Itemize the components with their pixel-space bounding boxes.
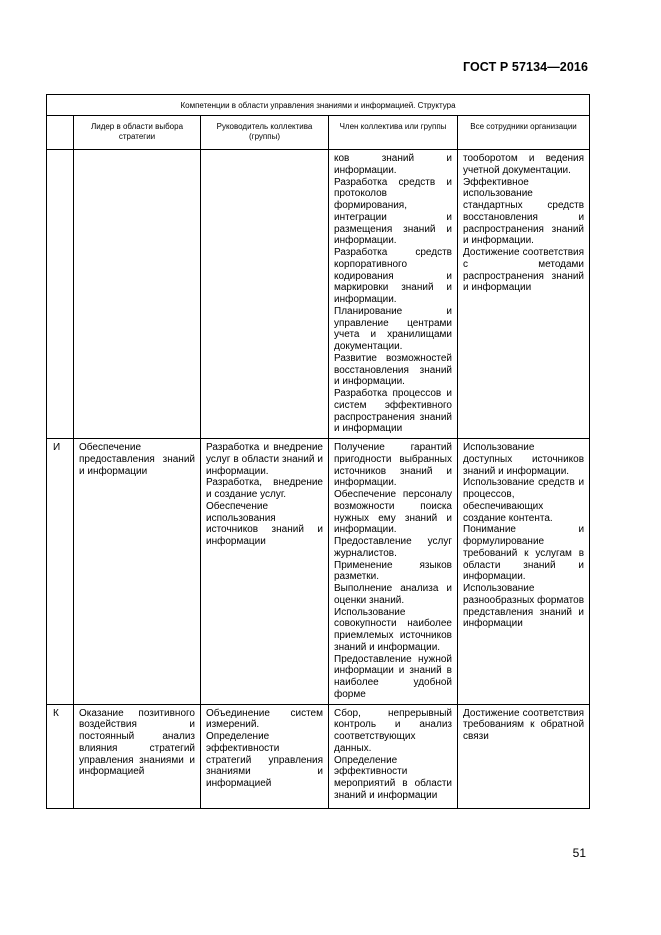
cell-paragraph: Разработка средств корпоративного кодирования и маркировки знаний и информации. xyxy=(334,247,452,305)
table-cell xyxy=(74,704,201,808)
cell-paragraph: Объединение систем измерений. xyxy=(206,707,323,731)
cell-paragraph: тооборотом и ведения учетной документации. xyxy=(463,153,585,176)
row-label xyxy=(47,150,74,439)
table-cell xyxy=(329,439,458,705)
cell-paragraph: Использование средств и процессов, обеспечивающих создание контента. xyxy=(463,477,585,524)
page-number: 51 xyxy=(572,846,586,860)
table-cell xyxy=(329,704,458,808)
cell-paragraph: Определение эффективности мероприятий в области знаний и информации xyxy=(334,754,452,801)
cell-paragraph: Понимание и формулирование требований к услугам в области знаний и информации. xyxy=(463,524,585,583)
cell-paragraph: Предоставление нужной информации и знаний в наиболее удобной форме xyxy=(334,653,452,700)
table-cell xyxy=(458,150,590,439)
table-cell xyxy=(329,150,458,439)
table-cell xyxy=(74,150,201,439)
cell-paragraph: Обеспечение использования источников знаний и информации xyxy=(206,500,323,547)
cell-paragraph: Предоставление услуг журналистов. xyxy=(334,536,452,559)
table-title: Компетенции в области управления знаниями и информацией. Структура xyxy=(47,95,590,116)
cell-paragraph: Получение гарантий пригодности выбранных источников знаний и информации. xyxy=(334,442,452,489)
table-header-row xyxy=(47,116,590,150)
cell-paragraph: ков знаний и информации. xyxy=(334,153,452,176)
table-row xyxy=(47,704,590,808)
table-cell xyxy=(201,150,329,439)
column-header-all-employees: Все сотрудники организации xyxy=(458,116,590,150)
cell-paragraph: Достижение соответствия требованиям к обратной связи xyxy=(463,707,585,742)
cell-paragraph: Обеспечение предоставления знаний и информации xyxy=(79,442,195,477)
row-label: И xyxy=(47,439,74,705)
cell-paragraph: Достижение соответствия с методами распространения знаний и информации xyxy=(463,247,585,294)
row-label: К xyxy=(47,704,74,808)
cell-paragraph: Использование совокупности наиболее приемлемых источников знаний и информации. xyxy=(334,606,452,653)
cell-paragraph: Эффективное использование стандартных средств восстановления и распространения знаний и информации. xyxy=(463,176,585,247)
cell-paragraph: Определение эффективности стратегий управления знаниями и информацией xyxy=(206,731,323,789)
table-cell xyxy=(201,704,329,808)
cell-paragraph: Разработка процессов и систем эффективного распространения знаний и информации xyxy=(334,388,452,435)
document-standard-code: ГОСТ Р 57134—2016 xyxy=(462,60,588,74)
table-cell xyxy=(201,439,329,705)
cell-paragraph: Разработка средств и протоколов формирования, интеграции и размещения знаний и информации. xyxy=(334,176,452,247)
cell-paragraph: Разработка и внедрение услуг в области знаний и информации. xyxy=(206,442,323,477)
cell-paragraph: Выполнение анализа и оценки знаний. xyxy=(334,583,452,606)
cell-paragraph: Обеспечение персоналу возможности поиска нужных ему знаний и информации. xyxy=(334,489,452,536)
cell-paragraph: Разработка, внедрение и создание услуг. xyxy=(206,477,323,500)
column-header-team-leader: Руководитель коллектива (группы) xyxy=(201,116,329,150)
table-row xyxy=(47,150,590,439)
table-title-row xyxy=(47,95,590,116)
table-cell xyxy=(458,704,590,808)
cell-paragraph: Планирование и управление центрами учета и хранилищами документации. xyxy=(334,305,452,352)
column-header-label xyxy=(47,116,74,150)
cell-paragraph: Использование разнообразных форматов представления знаний и информации xyxy=(463,583,585,630)
table-row xyxy=(47,439,590,705)
cell-paragraph: Применение языков разметки. xyxy=(334,559,452,583)
cell-paragraph: Развитие возможностей восстановления знаний и информации. xyxy=(334,352,452,388)
competence-table xyxy=(46,94,590,809)
column-header-strategy-leader: Лидер в области выбора стратегии xyxy=(74,116,201,150)
cell-paragraph: Оказание позитивного воздействия и постоянный анализ влияния стратегий управления знаниями и информацией xyxy=(79,707,195,778)
table-cell xyxy=(74,439,201,705)
cell-paragraph: Использование доступных источников знаний и информации. xyxy=(463,442,585,477)
column-header-team-member: Член коллектива или группы xyxy=(329,116,458,150)
table-cell xyxy=(458,439,590,705)
cell-paragraph: Сбор, непрерывный контроль и анализ соответствующих данных. xyxy=(334,707,452,754)
